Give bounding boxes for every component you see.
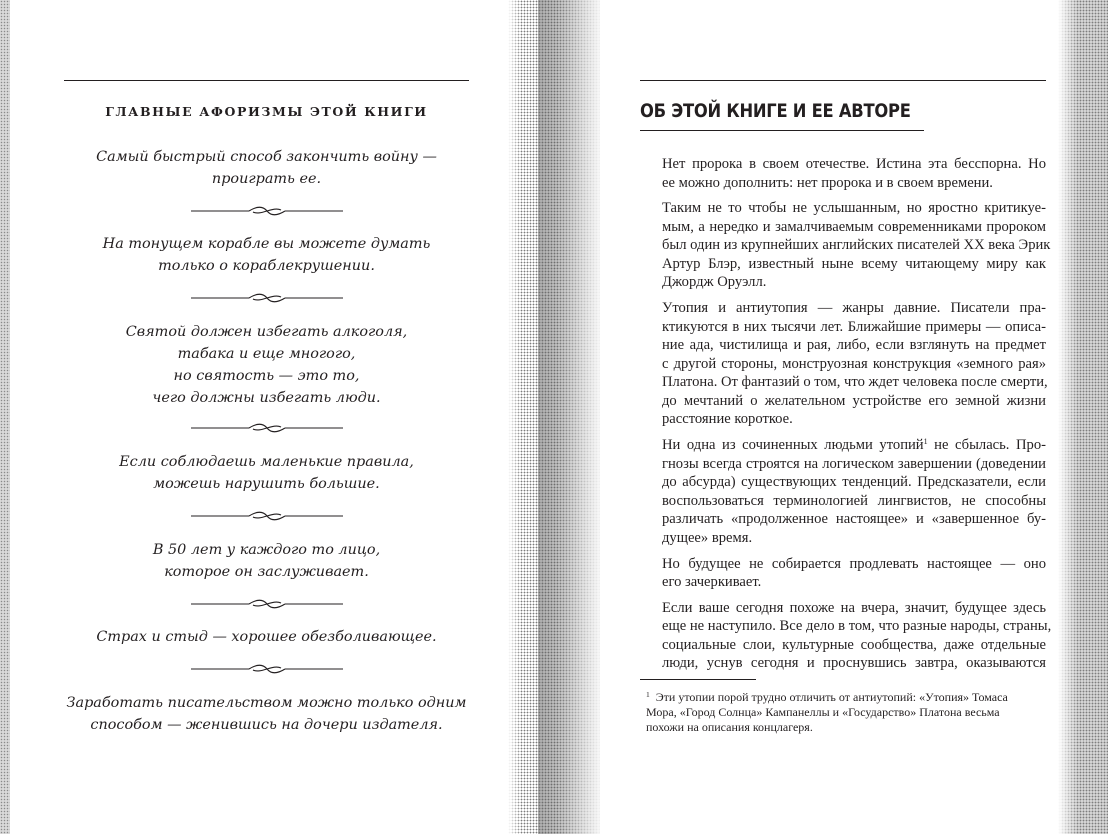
text-line: ктикуются в них тысячи лет. Ближайшие примеры — описа-	[662, 318, 1046, 335]
top-rule	[640, 80, 1046, 81]
aphorism-line: В 50 лет у каждого то лицо,	[152, 542, 381, 558]
paragraph	[640, 155, 1046, 192]
aphorism-line: которое он заслуживает.	[164, 564, 369, 580]
text-line: ние ада, чистилища и рая, либо, если взглянуть на предмет	[662, 337, 1046, 354]
aphorism-line: способом — женившись на дочери издателя.	[90, 717, 443, 733]
text-line: мым, а нередко и замалчиваемым современниками пророком	[662, 218, 1046, 235]
text-fragment: не сбылась. Про-	[927, 437, 1046, 454]
flourish-divider-icon	[191, 510, 343, 522]
text-line: люди, уснув сегодня и проснувшись завтра, оказываются	[662, 655, 1046, 672]
body-text	[640, 155, 1052, 680]
aphorism	[64, 233, 469, 277]
text-fragment: Ни одна из сочиненных людьми утопий	[662, 437, 924, 454]
text-line: его зачеркивает.	[662, 574, 762, 591]
aphorism	[64, 626, 469, 648]
footnote-rule	[640, 679, 756, 680]
paragraph	[640, 436, 1046, 547]
page-title: ГЛАВНЫЕ АФОРИЗМЫ ЭТОЙ КНИГИ	[105, 104, 428, 119]
text-line: Артур Блэр, известный ныне всему читающему миру как	[662, 255, 1046, 272]
footnote-text: Эти утопии порой трудно отличить от антиутопий: «Утопия» Томаса	[655, 690, 1008, 704]
flourish-divider-icon	[191, 663, 343, 675]
aphorism-line: Если соблюдаешь маленькие правила,	[119, 454, 414, 470]
aphorism	[64, 539, 469, 583]
paragraph	[640, 299, 1046, 429]
section-title: ОБ ЭТОЙ КНИГЕ И ЕЕ АВТОРЕ	[640, 100, 911, 122]
text-line: с другой стороны, монструозная конструкция «земного рая»	[662, 355, 1046, 372]
text-line: Нет пророка в своем отечестве. Истина эта бесспорна. Но	[662, 156, 1046, 172]
text-line: Но будущее не собирается продлевать настоящее — оно	[662, 555, 1046, 572]
paragraph	[640, 199, 1051, 292]
text-line: до мечтаний о желательном устройстве его земной жизни	[662, 392, 1046, 409]
text-line: различать «продолженное настоящее» и «завершенное бу-	[662, 511, 1046, 528]
gutter-shadow-right	[538, 0, 600, 834]
text-line: воспользоваться терминологией лингвистов, не способны	[662, 492, 1046, 509]
text-line: социальные слои, культурные сообщества, даже отдельные	[662, 636, 1046, 653]
paragraph	[640, 555, 1046, 592]
text-line: был один из крупнейших английских писателей XX века Эрик	[662, 237, 1051, 254]
aphorism-line: но святость — это то,	[173, 368, 360, 384]
aphorism-line: чего должны избегать люди.	[152, 390, 381, 406]
footnote-line: Мора, «Город Солнца» Кампанеллы и «Государство» Платона весьма	[646, 705, 1000, 720]
text-line: гнозы всегда строятся на логическом завершении (доведении	[662, 455, 1046, 472]
paragraph	[640, 599, 1052, 673]
text-line: Если ваше сегодня похоже на вчера, значит, будущее здесь	[662, 599, 1046, 616]
flourish-divider-icon	[191, 292, 343, 304]
flourish-divider-icon	[191, 205, 343, 217]
text-line: расстояние короткое.	[662, 411, 793, 428]
footnote-mark: 1	[646, 690, 650, 699]
text-line: еще не наступило. Все дело в том, что разные народы, страны,	[662, 618, 1052, 635]
aphorism-line: проиграть ее.	[211, 171, 322, 187]
aphorism	[64, 146, 469, 190]
text-line	[640, 436, 1046, 455]
aphorism	[64, 692, 469, 736]
text-line: до абсурда) существующих тенденций. Предсказатели, если	[662, 474, 1046, 491]
aphorism	[64, 451, 469, 495]
aphorism-line: Святой должен избегать алкоголя,	[125, 324, 408, 340]
aphorism-line: только о кораблекрушении.	[158, 258, 375, 274]
aphorism	[64, 321, 469, 409]
text-line: Таким не то чтобы не услышанным, но яростно критикуе-	[662, 200, 1046, 217]
aphorism-line: Страх и стыд — хорошее обезболивающее.	[96, 629, 437, 645]
title-underline	[640, 130, 924, 131]
text-line: Платона. От фантазий о том, что ждет человека после смерти,	[662, 374, 1048, 391]
footnote-line: похожи на описания концлагеря.	[646, 720, 813, 735]
aphorism-line: можешь нарушить большие.	[153, 476, 380, 492]
aphorism-line: Самый быстрый способ закончить войну —	[96, 149, 437, 165]
right-page-edge	[1058, 0, 1108, 834]
aphorism-line: табака и еще многого,	[177, 346, 356, 362]
text-line: Утопия и антиутопия — жанры давние. Писатели пра-	[662, 300, 1046, 317]
footnote	[640, 690, 1046, 736]
footnote-line	[640, 690, 1046, 705]
flourish-divider-icon	[191, 598, 343, 610]
aphorism-line: На тонущем корабле вы можете думать	[102, 236, 431, 252]
text-line: дущее» время.	[662, 529, 753, 546]
aphorism-line: Заработать писательством можно только одним	[66, 695, 467, 711]
flourish-divider-icon	[191, 422, 343, 434]
text-line: Джордж Оруэлл.	[662, 274, 767, 291]
gutter-shadow-left	[508, 0, 538, 834]
left-page-edge	[0, 0, 10, 834]
footnote-reference[interactable]: 1	[923, 437, 928, 447]
top-rule	[64, 80, 469, 81]
text-line: ее можно дополнить: нет пророка и в своем времени.	[662, 174, 993, 191]
